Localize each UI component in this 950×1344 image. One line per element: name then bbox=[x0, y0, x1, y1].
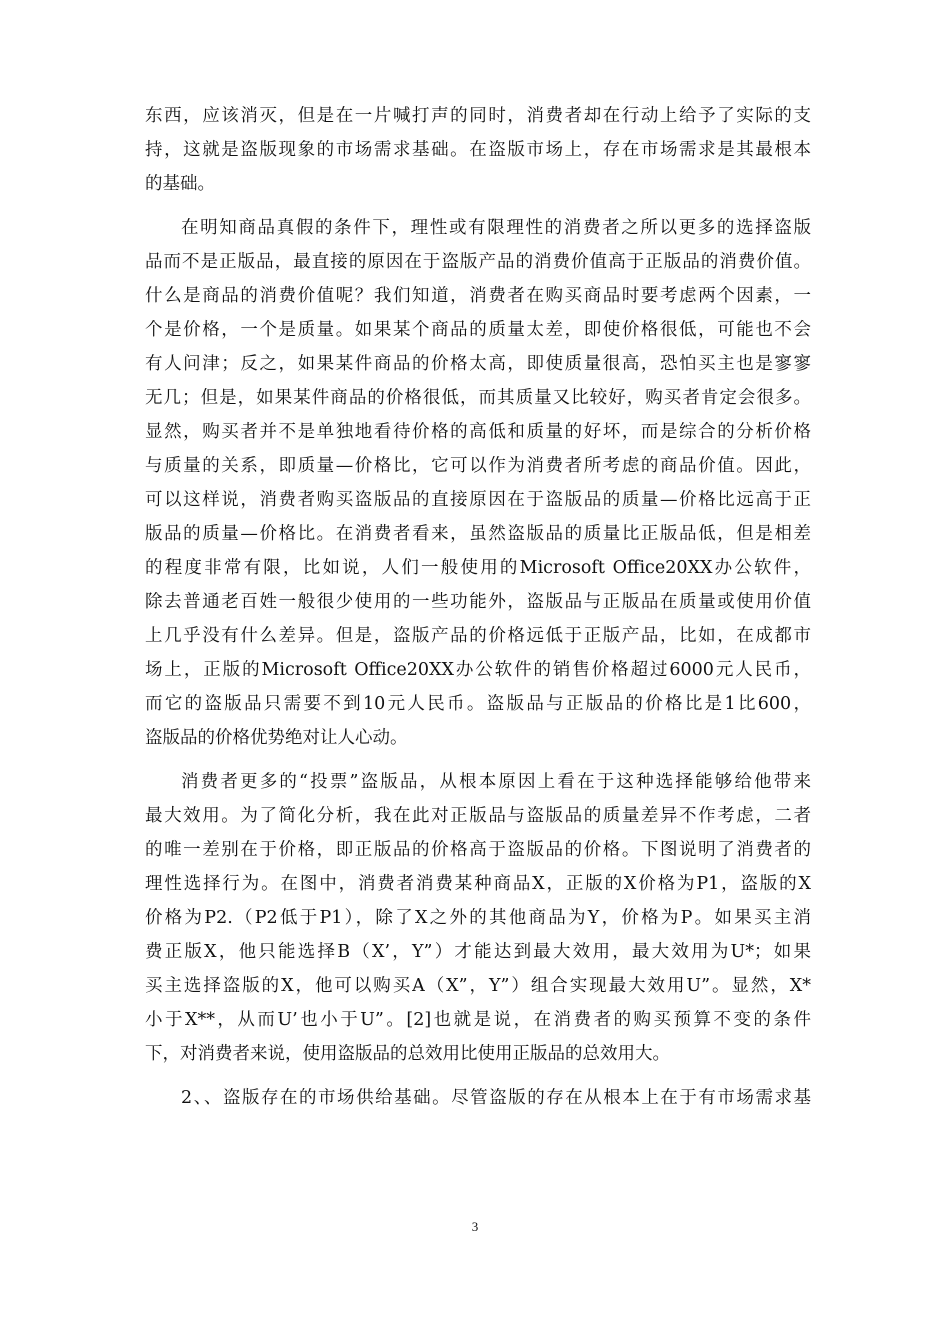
text-line: 而它的盗版品只需要不到10元人民币。盗版品与正版品的价格比是1比600， bbox=[145, 694, 811, 714]
text-line: 什么是商品的消费价值呢？我们知道，消费者在购买商品时要考虑两个因素，一 bbox=[145, 286, 811, 306]
paragraph-first-line: 消费者更多的“投票”盗版品，从根本原因上看在于这种选择能够给他带来 bbox=[181, 772, 811, 792]
text-line: 可以这样说，消费者购买盗版品的直接原因在于盗版品的质量—价格比远高于正 bbox=[145, 490, 811, 510]
text-line: 显然，购买者并不是单独地看待价格的高低和质量的好坏，而是综合的分析价格 bbox=[145, 422, 811, 442]
page-number: 3 bbox=[471, 1219, 479, 1234]
text-line: 个是价格，一个是质量。如果某个商品的质量太差，即使价格很低，可能也不会 bbox=[145, 320, 811, 340]
text-line: 小于X**，从而U’也小于U”。[2]也就是说，在消费者的购买预算不变的条件 bbox=[145, 1010, 811, 1030]
text-line: 持，这就是盗版现象的市场需求基础。在盗版市场上，存在市场需求是其最根本 bbox=[145, 140, 811, 160]
text-line: 盗版品的价格优势绝对让人心动。 bbox=[145, 728, 408, 748]
text-line: 的基础。 bbox=[145, 174, 215, 194]
text-line: 版品的质量—价格比。在消费者看来，虽然盗版品的质量比正版品低，但是相差 bbox=[145, 524, 811, 544]
text-line: 价格为P2.（P2低于P1），除了X之外的其他商品为Y，价格为P。如果买主消 bbox=[145, 908, 811, 928]
text-line: 与质量的关系，即质量—价格比，它可以作为消费者所考虑的商品价值。因此， bbox=[145, 456, 811, 476]
text-line: 最大效用。为了简化分析，我在此对正版品与盗版品的质量差异不作考虑，二者 bbox=[145, 806, 811, 826]
paragraph-first-line: 2、、盗版存在的市场供给基础。尽管盗版的存在从根本上在于有市场需求基 bbox=[181, 1088, 811, 1108]
paragraph-first-line: 在明知商品真假的条件下，理性或有限理性的消费者之所以更多的选择盗版 bbox=[181, 218, 811, 238]
text-line: 除去普通老百姓一般很少使用的一些功能外，盗版品与正版品在质量或使用价值 bbox=[145, 592, 811, 612]
text-line: 东西，应该消灭，但是在一片喊打声的同时，消费者却在行动上给予了实际的支 bbox=[145, 106, 811, 126]
text-line: 品而不是正版品，最直接的原因在于盗版产品的消费价值高于正版品的消费价值。 bbox=[145, 252, 811, 272]
text-line: 的程度非常有限，比如说，人们一般使用的Microsoft Office20XX办公软件， bbox=[145, 558, 811, 578]
text-line: 无几；但是，如果某件商品的价格很低，而其质量又比较好，购买者肯定会很多。 bbox=[145, 388, 811, 408]
text-line: 的唯一差别在于价格，即正版品的价格高于盗版品的价格。下图说明了消费者的 bbox=[145, 840, 811, 860]
text-line: 有人问津；反之，如果某件商品的价格太高，即使质量很高，恐怕买主也是寥寥 bbox=[145, 354, 811, 374]
text-line: 上几乎没有什么差异。但是，盗版产品的价格远低于正版产品，比如，在成都市 bbox=[145, 626, 811, 646]
text-line: 费正版X，他只能选择B（X’，Y”）才能达到最大效用，最大效用为U*；如果 bbox=[145, 942, 811, 962]
text-line: 理性选择行为。在图中，消费者消费某种商品X，正版的X价格为P1，盗版的X bbox=[145, 874, 811, 894]
text-line: 买主选择盗版的X，他可以购买A（X”，Y”）组合实现最大效用U”。显然，X* bbox=[145, 976, 811, 996]
text-line: 场上，正版的Microsoft Office20XX办公软件的销售价格超过6000元人民币， bbox=[145, 660, 811, 680]
text-line: 下，对消费者来说，使用盗版品的总效用比使用正版品的总效用大。 bbox=[145, 1044, 670, 1064]
